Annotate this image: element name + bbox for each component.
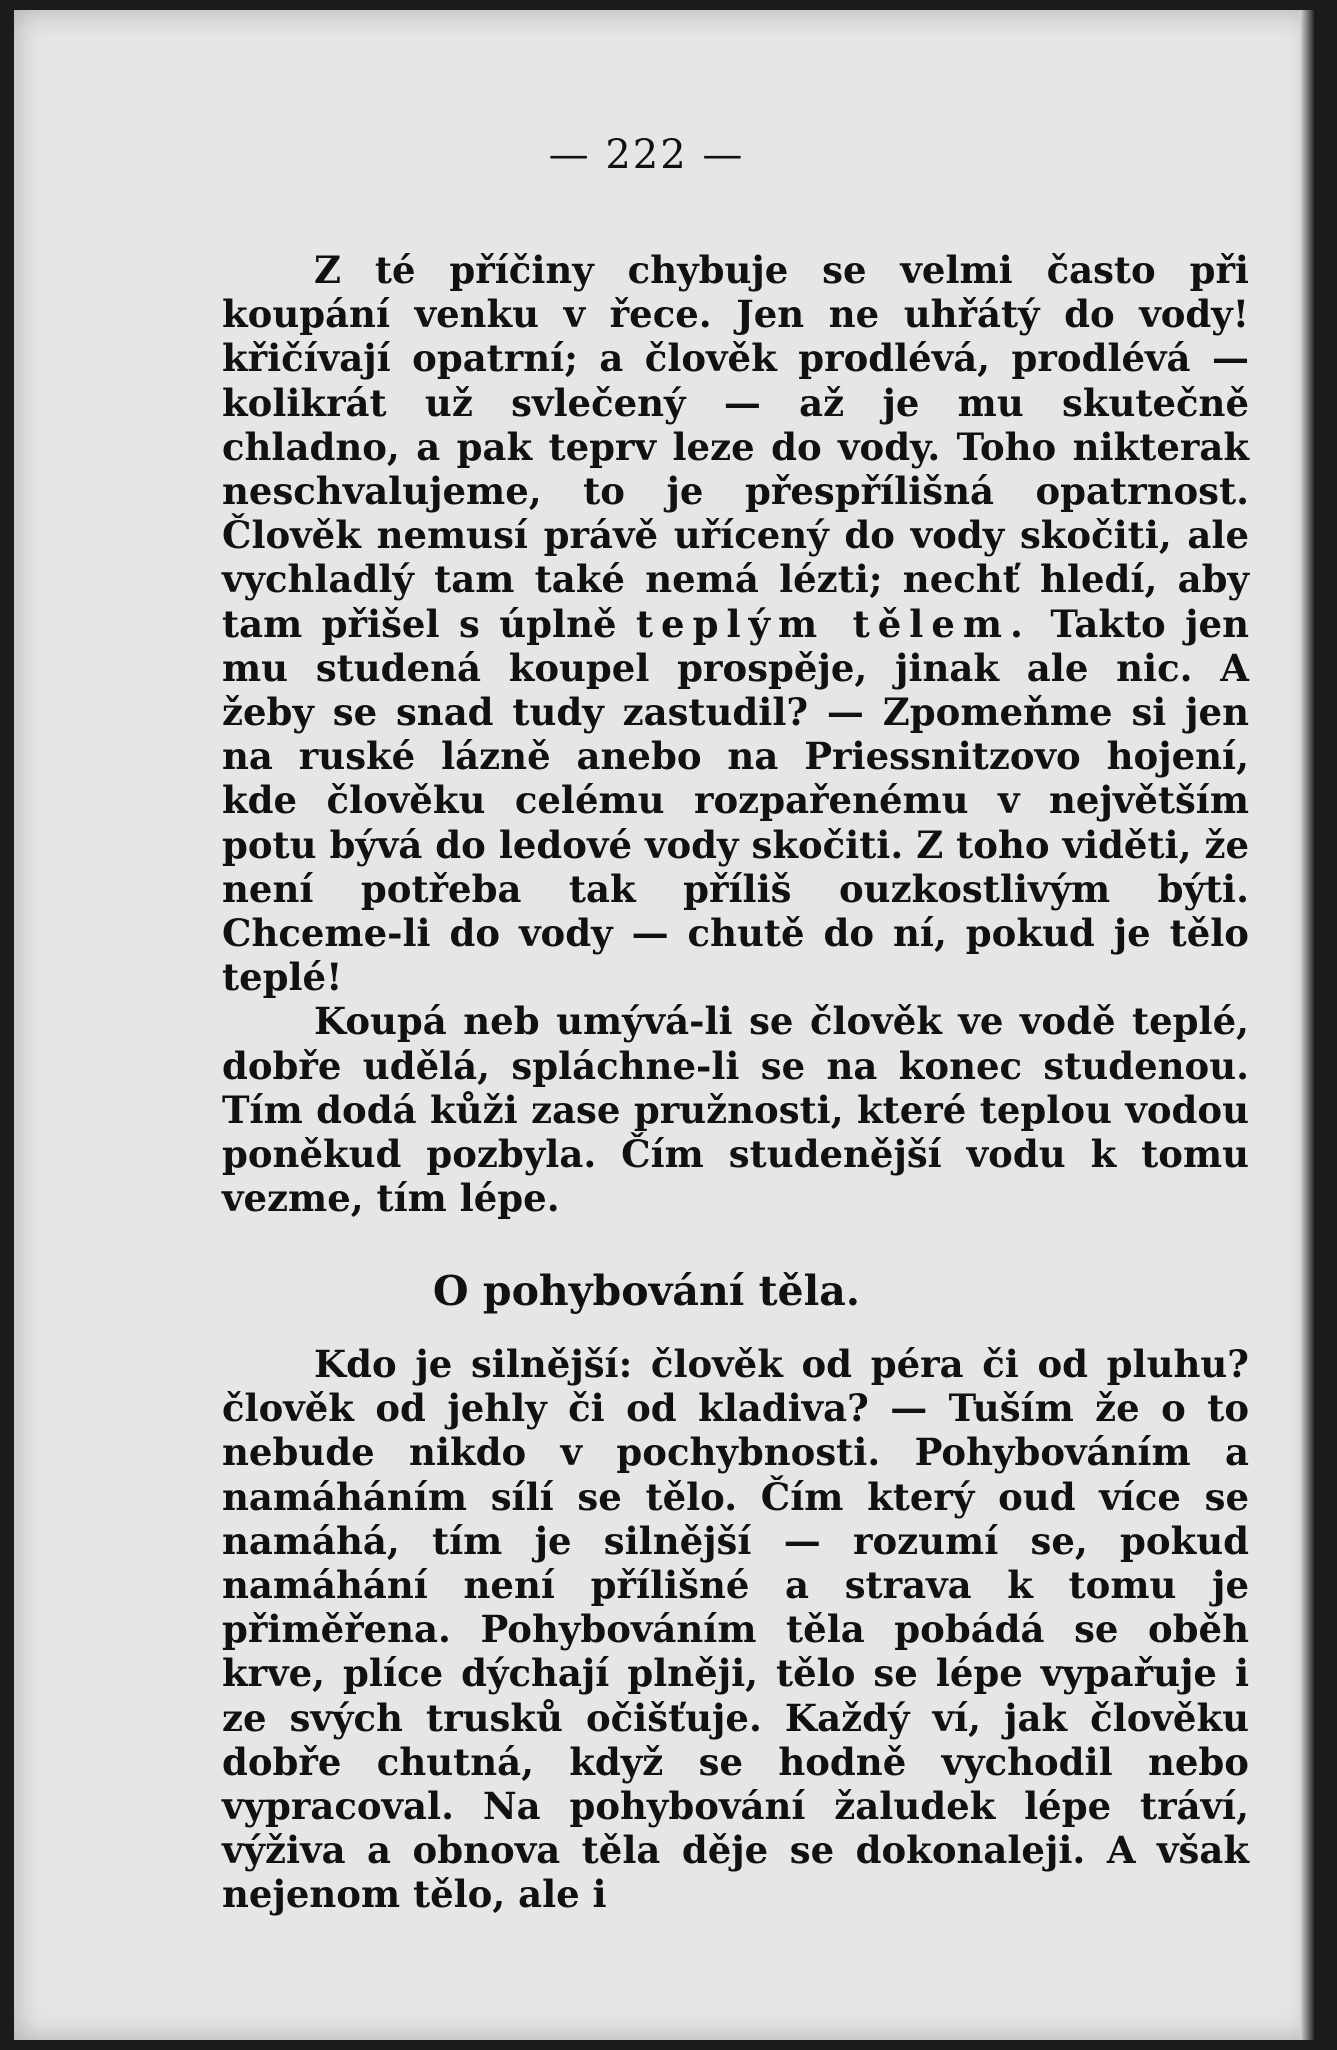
paragraph-1	[222, 248, 1249, 999]
section-heading: O pohybování těla.	[432, 1267, 861, 1315]
text-block-upper	[222, 248, 1249, 1220]
book-page	[14, 10, 1314, 2040]
paragraph-1-part-1: Z té příčiny chybuje se velmi často při koupání venku v řece. Jen ne uhřátý do vody! křičívají opatrní; a člověk prodlévá, prodlévá — kolikrát už svlečený — až je mu skutečně chladno, a pak teprv leze do vody. Toho nikterak neschvalujeme, to je přespřílišná opatrnost. Člověk nemusí právě uřícený do vody skočiti, ale vychladlý tam také nemá lézti; nechť hledí, aby tam přišel s úplně	[222, 248, 1249, 646]
paragraph-2: Koupá neb umývá-li se člověk ve vodě teplé, dobře udělá, spláchne-li se na konec studenou. Tím dodá kůži zase pružnosti, které teplou vodou poněkud pozbyla. Čím studenější vodu k tomu vezme, tím lépe.	[222, 999, 1249, 1221]
paragraph-3: Kdo je silnější: člověk od péra či od pluhu? člověk od jehly či od kladiva? — Tuším že o to nebude nikdo v pochybnosti. Pohybováním a namáháním sílí se tělo. Čím který oud více se namáhá, tím je silnější — rozumí se, pokud namáhání není přílišné a strava k tomu je přiměřena. Pohybováním těla pobádá se oběh krve, plíce dýchají plněji, tělo se lépe vypařuje i ze svých trusků očišťuje. Každý ví, jak člověku dobře chutná, když se hodně vychodil nebo vypracoval. Na pohybování žaludek lépe tráví, výživa a obnova těla děje se dokonaleji. A však nejenom tělo, ale i	[222, 1342, 1249, 1917]
text-block-lower	[222, 1342, 1249, 1917]
paragraph-1-emphasis: teplým tělem.	[635, 601, 1031, 646]
page-number: — 222 —	[548, 132, 745, 178]
paragraph-1-part-2: Takto jen mu studená koupel prospěje, jinak ale nic. A žeby se snad tudy zastudil? — Zpomeňme si jen na ruské lázně anebo na Priessnitzovo hojení, kde člověku celému rozpařenému v největším potu bývá do ledové vody skočiti. Z toho viděti, že není potřeba tak příliš ouzkostlivým býti. Chceme-li do vody — chutě do ní, pokud je tělo teplé!	[222, 601, 1249, 1000]
page-edge-shadow	[1300, 10, 1314, 2040]
